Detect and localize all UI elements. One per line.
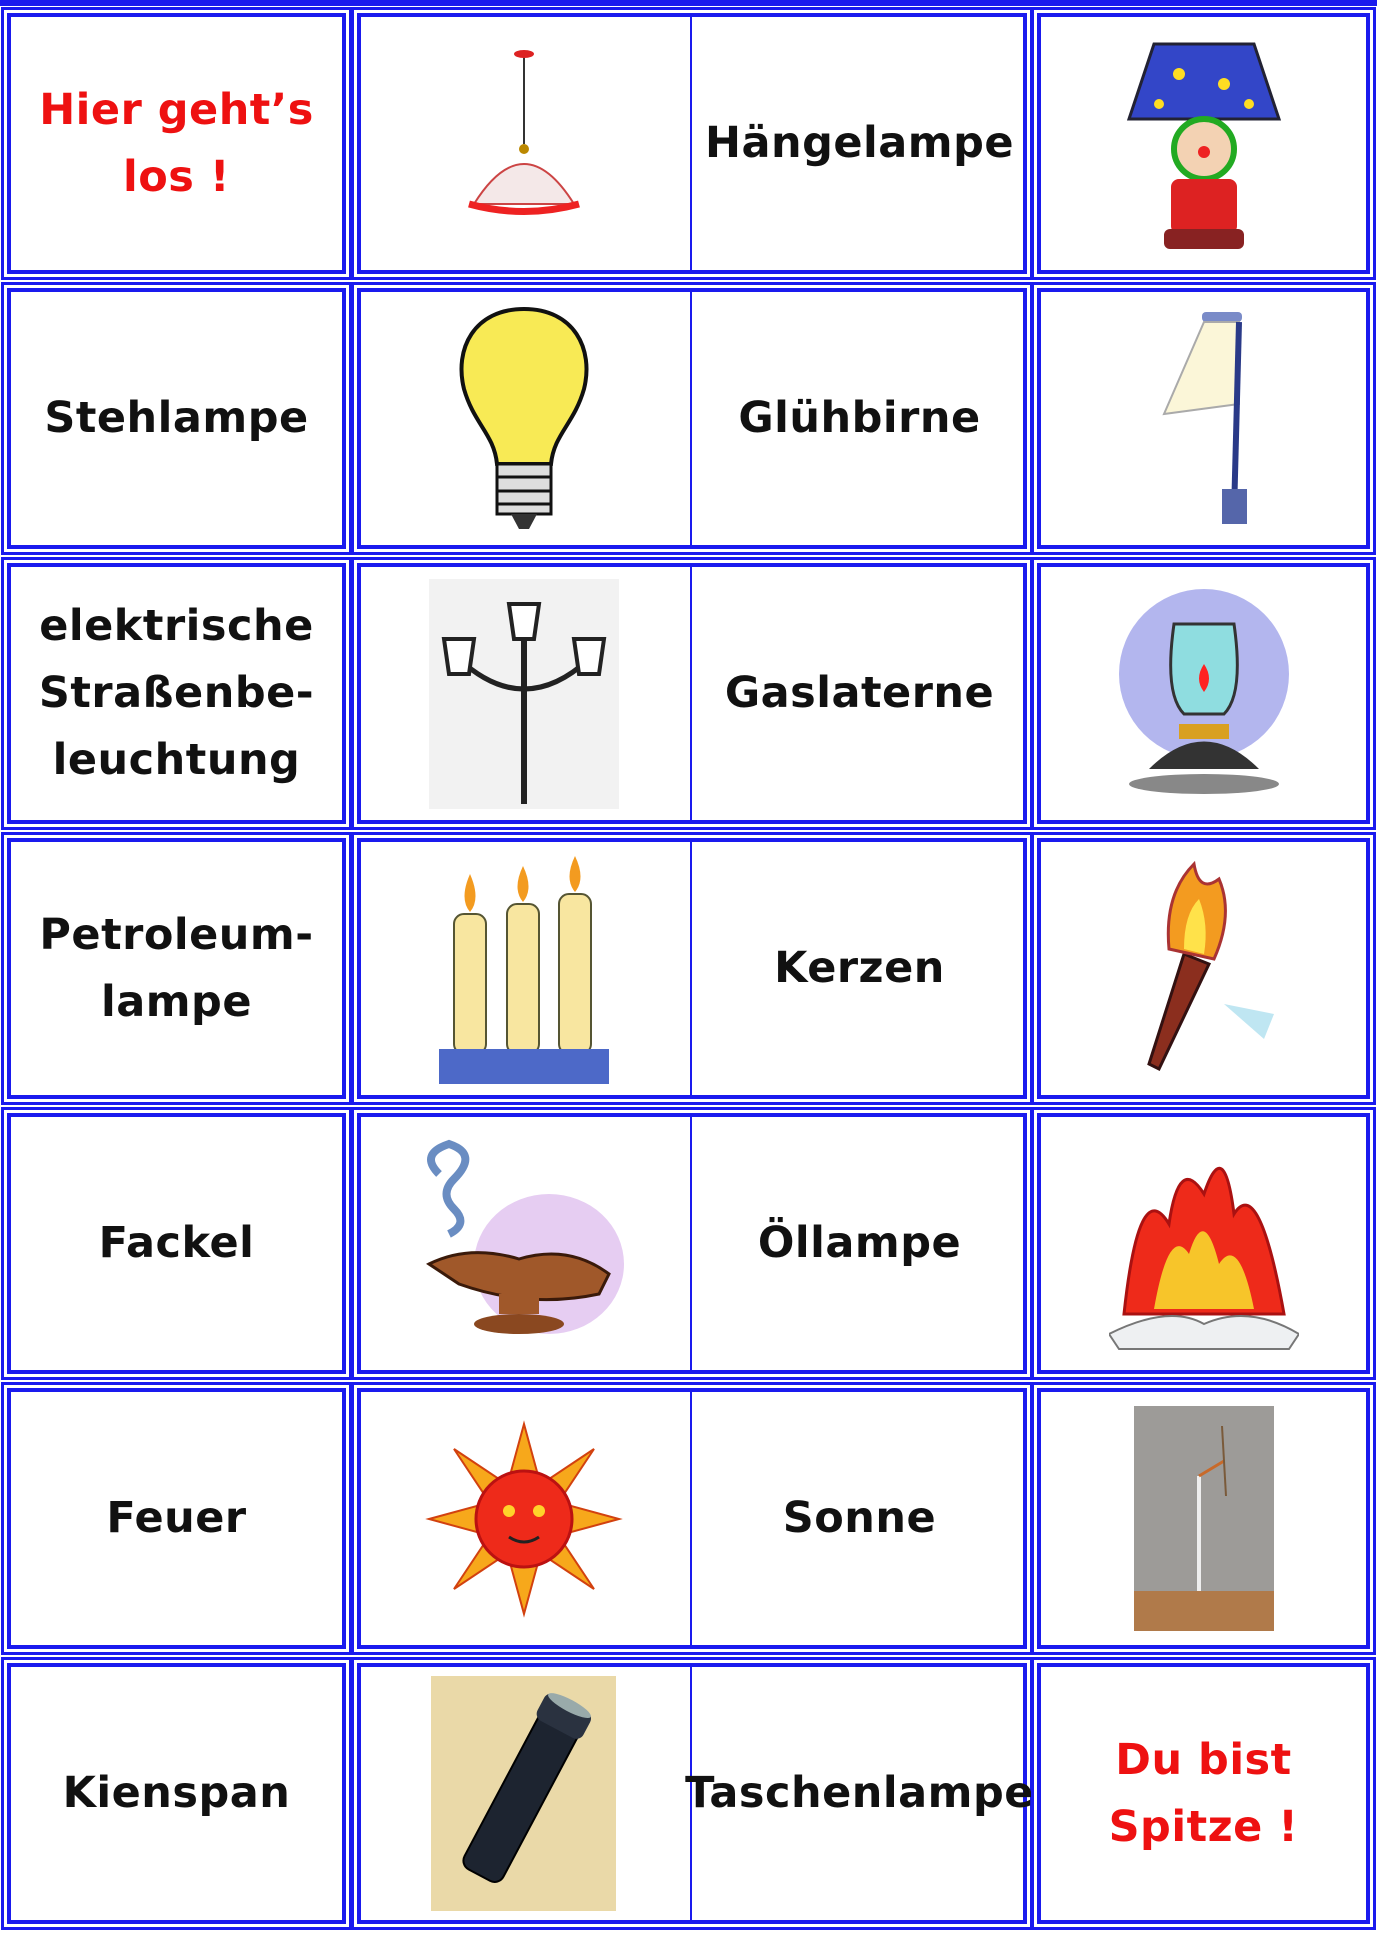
word-label: Taschenlampe	[685, 1768, 1034, 1818]
word-label: Stehlampe	[44, 393, 309, 443]
card-right	[1037, 1656, 1370, 1931]
word-label: Kerzen	[774, 943, 945, 993]
domino-word	[692, 6, 1027, 281]
domino-row	[0, 1656, 1377, 1931]
card-left	[7, 1106, 346, 1381]
candles-icon	[357, 831, 690, 1106]
card-left	[7, 6, 346, 281]
flashlight-icon	[357, 1656, 690, 1931]
word-label: elektrische	[39, 601, 314, 651]
start-label: Hier geht’s	[39, 84, 314, 135]
card-left	[7, 1381, 346, 1656]
finish-label: Du bist	[1115, 1734, 1292, 1785]
card-left	[7, 556, 346, 831]
domino-word	[692, 1381, 1027, 1656]
word-label: Kienspan	[62, 1768, 291, 1818]
card-left	[7, 281, 346, 556]
start-label-2: los !	[123, 151, 230, 202]
clown-table-lamp-icon	[1037, 6, 1370, 281]
finish-label-2: Spitze !	[1108, 1801, 1299, 1852]
word-label: Öllampe	[757, 1218, 962, 1268]
domino-word	[692, 1106, 1027, 1381]
gas-lantern-icon	[357, 556, 690, 831]
torch-icon	[1037, 831, 1370, 1106]
light-bulb-icon	[357, 281, 690, 556]
domino-row	[0, 556, 1377, 831]
hanging-lamp-icon	[357, 6, 690, 281]
word-label: leuchtung	[52, 735, 301, 785]
petroleum-lamp-icon	[1037, 556, 1370, 831]
word-label: Straßenbe-	[38, 668, 315, 718]
word-label: Petroleum-	[39, 909, 314, 960]
pine-splint-icon	[1037, 1381, 1370, 1656]
domino-word	[692, 281, 1027, 556]
card-left	[7, 1656, 346, 1931]
word-label: lampe	[100, 976, 252, 1027]
word-label: Fackel	[98, 1218, 255, 1268]
domino-word	[685, 1656, 1034, 1931]
domino-row	[0, 6, 1377, 281]
domino-row	[0, 831, 1377, 1106]
sun-icon	[357, 1381, 690, 1656]
domino-row	[0, 1381, 1377, 1656]
domino-row	[0, 281, 1377, 556]
word-label: Glühbirne	[738, 393, 981, 443]
oil-lamp-icon	[357, 1106, 690, 1381]
domino-word	[692, 831, 1027, 1106]
floor-lamp-icon	[1037, 281, 1370, 556]
domino-word	[692, 556, 1027, 831]
word-label: Hängelampe	[704, 118, 1015, 168]
word-label: Sonne	[782, 1493, 937, 1543]
card-left	[7, 831, 346, 1106]
word-label: Feuer	[106, 1493, 247, 1543]
fire-icon	[1037, 1106, 1370, 1381]
word-label: Gaslaterne	[724, 668, 995, 718]
domino-row	[0, 1106, 1377, 1381]
